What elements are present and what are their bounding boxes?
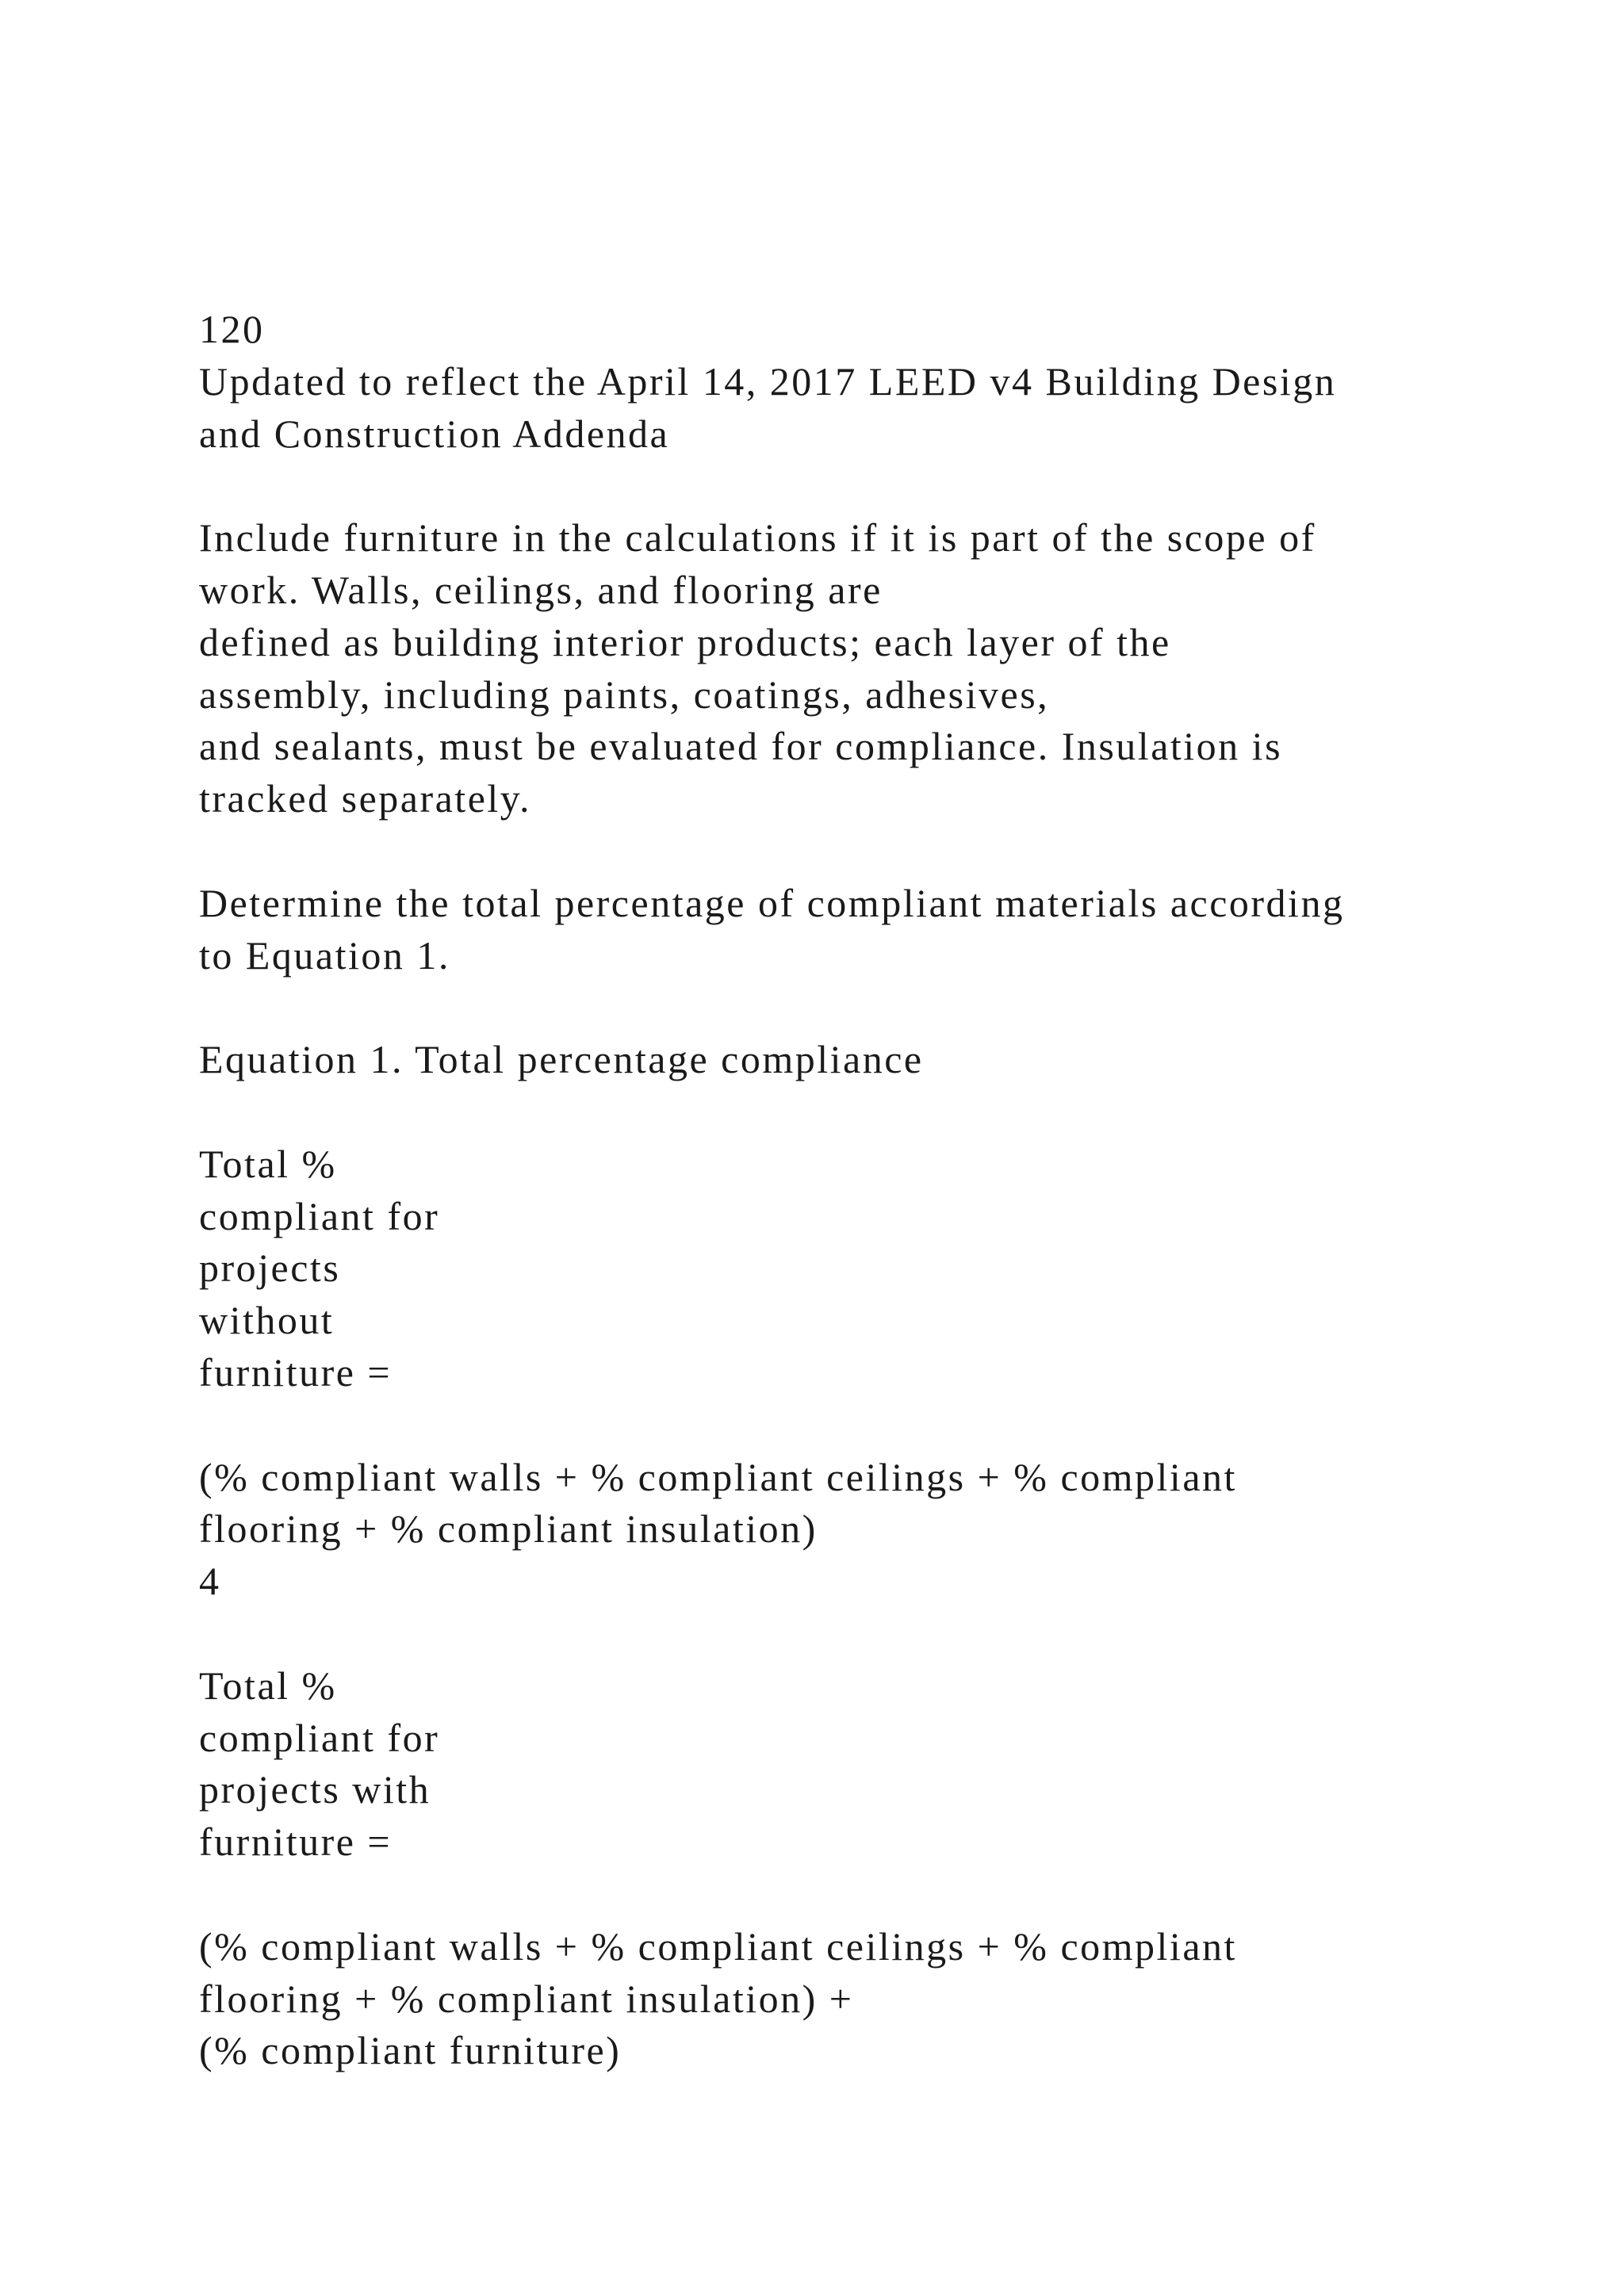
equation-formula-line: (% compliant walls + % compliant ceilings + % compliant	[199, 1923, 1237, 1969]
equation-formula-line: flooring + % compliant insulation)	[199, 1506, 818, 1552]
equation-divisor: 4	[199, 1559, 221, 1604]
paragraph-line: defined as building interior products; each layer of the	[199, 619, 1171, 664]
equation-label-line: Total %	[199, 1663, 337, 1708]
equation-label-line: projects with	[199, 1767, 431, 1812]
equation-label-line: furniture =	[199, 1820, 393, 1865]
document-body	[199, 304, 1547, 2077]
paragraph-line: Determine the total percentage of compliant materials according	[199, 880, 1345, 925]
equation-formula-line: (% compliant walls + % compliant ceilings + % compliant	[199, 1454, 1237, 1499]
equation-label-line: compliant for	[199, 1193, 440, 1238]
equation-title: Equation 1. Total percentage compliance	[199, 1037, 924, 1082]
blank-line	[199, 1399, 1547, 1452]
paragraph-line: tracked separately.	[199, 776, 532, 821]
paragraph-line: work. Walls, ceilings, and flooring are	[199, 567, 883, 612]
equation-label-line: projects	[199, 1246, 341, 1291]
blank-line	[199, 1608, 1547, 1660]
equation-formula-line: flooring + % compliant insulation) +	[199, 1976, 854, 2021]
blank-line	[199, 982, 1547, 1034]
equation-label-line: furniture =	[199, 1349, 393, 1395]
paragraph-line: to Equation 1.	[199, 932, 450, 978]
blank-line	[199, 460, 1547, 512]
header-line: Updated to reflect the April 14, 2017 LEED v4 Building Design	[199, 358, 1337, 404]
equation-formula-line: (% compliant furniture)	[199, 2028, 622, 2073]
blank-line	[199, 1086, 1547, 1138]
paragraph-line: assembly, including paints, coatings, adhesives,	[199, 672, 1050, 717]
equation-label-line: without	[199, 1298, 335, 1343]
page-number: 120	[199, 307, 265, 351]
equation-label-line: Total %	[199, 1141, 337, 1186]
header-line: and Construction Addenda	[199, 411, 670, 456]
blank-line	[199, 1869, 1547, 1921]
paragraph-line: and sealants, must be evaluated for compliance. Insulation is	[199, 724, 1283, 769]
equation-label-line: compliant for	[199, 1715, 440, 1760]
blank-line	[199, 825, 1547, 878]
paragraph-line: Include furniture in the calculations if it is part of the scope of	[199, 515, 1316, 561]
